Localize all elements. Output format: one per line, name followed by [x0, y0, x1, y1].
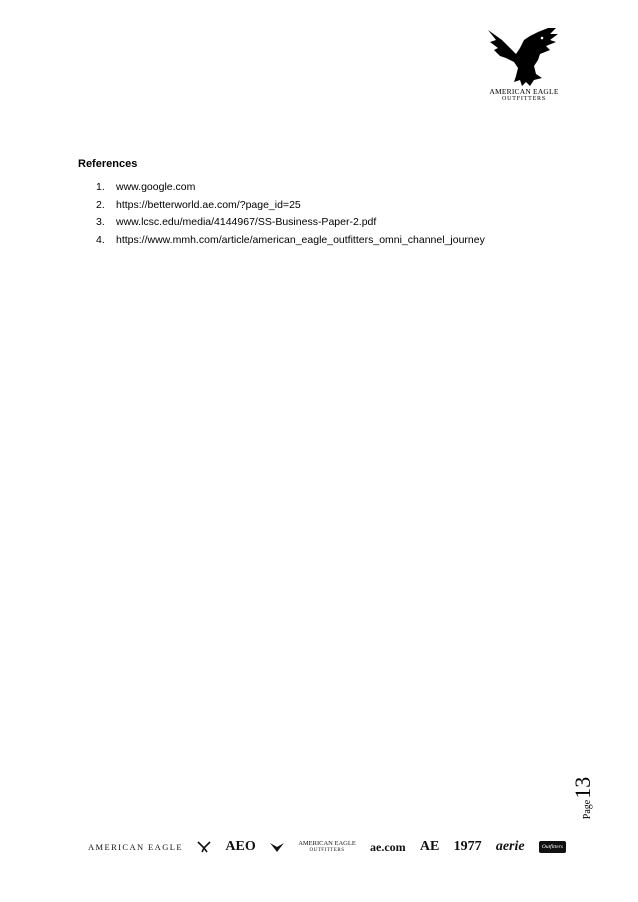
reference-text: www.google.com: [116, 181, 196, 193]
reference-number: 1.: [96, 181, 105, 193]
brand-logo-strip: [88, 836, 566, 858]
reference-item: [96, 199, 485, 217]
reference-number: 3.: [96, 216, 105, 228]
reference-item: [96, 181, 485, 199]
reference-text: www.lcsc.edu/media/4144967/SS-Business-Paper-2.pdf: [116, 216, 377, 228]
reference-item: [96, 216, 485, 234]
eagle-mark-icon: [197, 841, 211, 853]
logo-subtitle: OUTFITTERS: [502, 96, 546, 102]
brand-aecom: ae.com: [370, 839, 406, 854]
brand-boxed-logo: Outfitters: [539, 841, 566, 853]
logo-title: AMERICAN EAGLE: [489, 87, 559, 96]
brand-ae-outfitters: [298, 841, 356, 853]
brand-1977: 1977: [453, 839, 482, 854]
page-number: [570, 768, 626, 828]
reference-text: https://www.mmh.com/article/american_eagle_outfitters_omni_channel_journey: [116, 233, 485, 246]
eagle-icon: [478, 26, 570, 88]
brand-aerie: aerie: [495, 839, 525, 854]
eagle-mark-icon: [270, 841, 284, 853]
references-heading: References: [78, 158, 138, 170]
reference-number: 4.: [96, 233, 105, 246]
reference-number: 2.: [96, 198, 105, 211]
brand-aeo: AEO: [225, 839, 256, 854]
brand-ae-outfitters-line2: OUTFITTERS: [309, 847, 345, 853]
page-value: 13: [570, 776, 595, 799]
brand-ae-outfitters-line1: AMERICAN EAGLE: [298, 840, 356, 848]
page-label: Page: [582, 799, 593, 820]
brand-american-eagle: AMERICAN EAGLE: [88, 842, 183, 852]
reference-text: https://betterworld.ae.com/?page_id=25: [116, 198, 301, 211]
references-list: [96, 181, 485, 251]
brand-ae: AE: [419, 839, 440, 854]
reference-item: [96, 234, 485, 252]
american-eagle-logo: [478, 26, 570, 106]
